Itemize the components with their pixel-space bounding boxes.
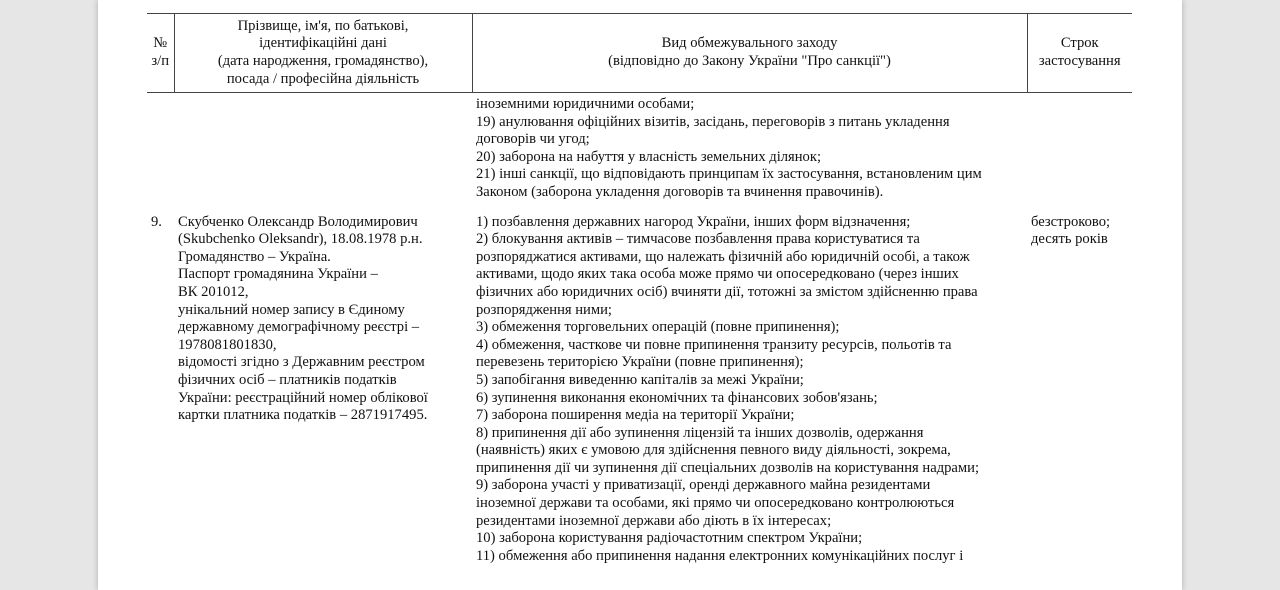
measure-line: активами, щодо яких така особа може прямо чи опосередковано (через інших <box>476 266 959 283</box>
person-line: унікальний номер запису в Єдиному <box>178 301 405 318</box>
measure-line: 20) заборона на набуття у власність земельних ділянок; <box>476 148 821 165</box>
person-line: України: реєстраційний номер облікової <box>178 389 428 406</box>
person-line: ВК 201012, <box>178 283 249 300</box>
measure-line: іноземними юридичними особами; <box>476 96 695 112</box>
cell-term <box>1027 202 1132 566</box>
term-line: безстроково; <box>1031 213 1111 230</box>
measure-line: резидентами іноземної держави або діють в їх інтересах; <box>476 512 832 529</box>
measure-line: 8) припинення дії або зупинення ліцензій та інших дозволів, одержання <box>476 424 924 441</box>
header-line: з/п <box>151 53 170 69</box>
header-line: Вид обмежувального заходу <box>661 35 838 52</box>
measure-line: припинення дії чи зупинення дії спеціальних дозволів на користування надрами; <box>476 459 979 476</box>
header-term <box>1027 14 1132 93</box>
measure-line: 10) заборона користування радіочастотним спектром України; <box>476 530 863 547</box>
header-measure <box>472 14 1027 93</box>
person-line: 1978081801830, <box>178 336 277 353</box>
measure-line: 9) заборона участі у приватизації, оренді державного майна резидентами <box>476 477 931 494</box>
table-header <box>147 14 1132 93</box>
sanctions-table <box>147 13 1132 565</box>
header-number <box>147 14 174 93</box>
header-line: (дата народження, громадянство), <box>217 53 429 69</box>
measure-line: договорів чи угод; <box>476 131 590 148</box>
measure-line: 6) зупинення виконання економічних та фінансових зобов'язань; <box>476 389 878 406</box>
person-line: Громадянство – Україна. <box>178 248 331 265</box>
measure-line: розпорядження ними; <box>476 301 612 318</box>
measure-line: Законом (заборона укладення договорів та вчинення правочинів). <box>476 183 884 200</box>
cell-number <box>147 93 174 202</box>
measure-line: 19) анулювання офіційних візитів, засідань, переговорів з питань укладення <box>476 113 950 130</box>
header-person <box>174 14 472 93</box>
person-line: (Skubchenko Oleksandr), 18.08.1978 р.н. <box>178 231 423 248</box>
measure-line: 21) інші санкції, що відповідають принципам їх застосування, встановленим цим <box>476 166 982 183</box>
header-line: ідентифікаційні дані <box>259 35 387 52</box>
cell-measures <box>472 202 1027 566</box>
header-line: Прізвище, ім'я, по батькові, <box>237 17 409 34</box>
person-line: Паспорт громадянина України – <box>178 266 378 283</box>
measure-line: фізичних або юридичних осіб) вчиняти дії, тотожні за змістом здійсненню права <box>476 283 978 300</box>
measure-line: 4) обмеження, часткове чи повне припинення транзиту ресурсів, польотів та <box>476 336 952 353</box>
measure-line: 7) заборона поширення медіа на території України; <box>476 407 795 424</box>
measure-line: 5) запобігання виведенню капіталів за межі України; <box>476 371 804 388</box>
cell-measures <box>472 93 1027 202</box>
measure-line: іноземної держави та особами, які прямо чи опосередковано контролюються <box>476 495 955 512</box>
person-line: державному демографічному реєстрі – <box>178 319 420 336</box>
table-row-continuation <box>147 93 1132 202</box>
header-line: посада / професійна діяльність <box>226 70 420 87</box>
cell-term <box>1027 93 1132 202</box>
measure-line: перевезень територією України (повне припинення); <box>476 354 804 371</box>
header-line: № <box>153 35 168 52</box>
person-line: Скубченко Олександр Володимирович <box>178 213 418 230</box>
measure-line: (наявність) яких є умовою для здійснення певного виду діяльності, зокрема, <box>476 442 951 459</box>
measure-line: 11) обмеження або припинення надання електронних комунікаційних послуг і <box>476 547 964 564</box>
document-page <box>98 0 1182 590</box>
person-line: картки платника податків – 2871917495. <box>178 407 428 424</box>
cell-person <box>174 202 472 566</box>
measure-line: розпоряджатися активами, що належать фізичній або юридичній особі, а також <box>476 248 970 265</box>
measure-line: 1) позбавлення державних нагород України, інших форм відзначення; <box>476 213 911 230</box>
table-row-9 <box>147 202 1132 566</box>
term-line: десять років <box>1031 231 1108 248</box>
header-line: застосування <box>1038 53 1121 69</box>
measure-line: 3) обмеження торговельних операцій (повне припинення); <box>476 319 840 336</box>
header-line: (відповідно до Закону України "Про санкції") <box>608 53 891 69</box>
header-line: Строк <box>1060 35 1099 52</box>
cell-person <box>174 93 472 202</box>
person-line: відомості згідно з Державним реєстром <box>178 354 425 371</box>
row-number: 9. <box>151 213 162 230</box>
measure-line: 2) блокування активів – тимчасове позбавлення права користуватися та <box>476 231 920 248</box>
person-line: фізичних осіб – платників податків <box>178 371 397 388</box>
